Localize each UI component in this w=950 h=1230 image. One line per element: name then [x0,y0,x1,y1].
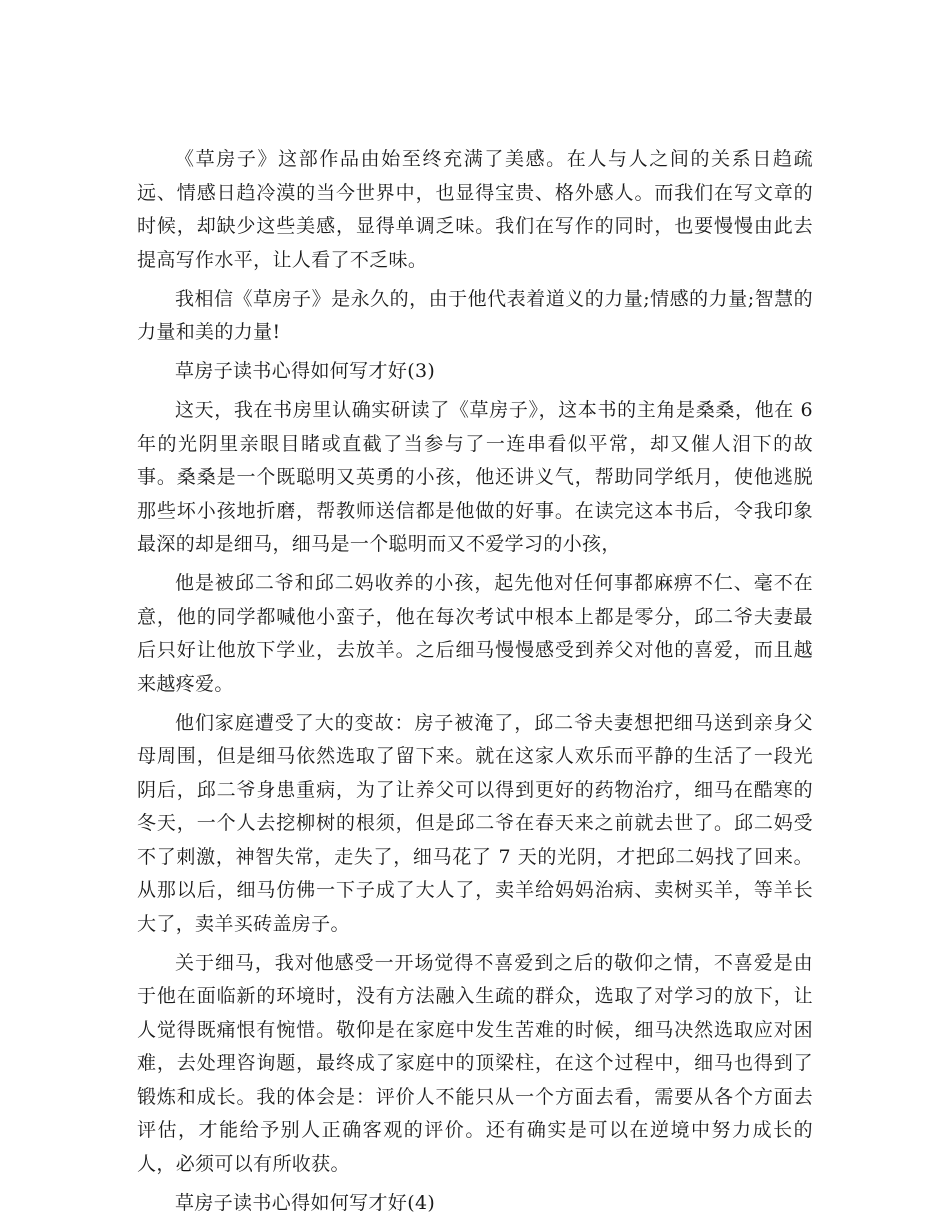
paragraph-1: 《草房子》这部作品由始至终充满了美感。在人与人之间的关系日趋疏远、情感日趋冷漠的当今世界中，也显得宝贵、格外感人。而我们在写文章的时候，却缺少这些美感，显得单调乏味。我们在写作的同时，也要慢慢由此去提高写作水平，让人看了不乏味。 [137,148,813,271]
paragraph-5: 他们家庭遭受了大的变故：房子被淹了，邱二爷夫妻想把细马送到亲身父母周围，但是细马依然选取了留下来。就在这家人欢乐而平静的生活了一段光阴后，邱二爷身患重病，为了让养父可以得到更好的药物治疗，细马在酷寒的冬天，一个人去挖柳树的根须，但是邱二爷在春天来之前就去世了。邱二妈受不了刺激，神智失常，走失了，细马花了 7 天的光阴，才把邱二妈找了回来。从那以后，细马仿佛一下子成了大人了，卖羊给妈妈治病、卖树买羊，等羊长大了，卖羊买砖盖房子。 [137,711,813,935]
paragraph-3: 这天，我在书房里认确实研读了《草房子》，这本书的主角是桑桑，他在 6 年的光阴里亲眼目睹或直截了当参与了一连串看似平常，却又催人泪下的故事。桑桑是一个既聪明又英勇的小孩，他还讲义气，帮助同学纸月，使他逃脱那些坏小孩地折磨，帮教师送信都是他做的好事。在读完这本书后，令我印象最深的却是细马，细马是一个聪明而又不爱学习的小孩， [137,399,813,555]
paragraph-2: 我相信《草房子》是永久的，由于他代表着道义的力量;情感的力量;智慧的力量和美的力量! [137,287,813,343]
section-heading-4: 草房子读书心得如何写才好(4) [175,1191,436,1214]
paragraph-6: 关于细马，我对他感受一开场觉得不喜爱到之后的敬仰之情，不喜爱是由于他在面临新的环境时，没有方法融入生疏的群众，选取了对学习的放下，让人觉得既痛恨有惋惜。敬仰是在家庭中发生苦难的时候，细马决然选取应对困难，去处理咨询题，最终成了家庭中的顶梁柱，在这个过程中，细马也得到了锻炼和成长。我的体会是：评价人不能只从一个方面去看，需要从各个方面去评估，才能给予别人正确客观的评价。还有确实是可以在逆境中努力成长的人，必须可以有所收获。 [137,951,813,1175]
document-body [137,143,813,1226]
paragraph-4: 他是被邱二爷和邱二妈收养的小孩，起先他对任何事都麻痹不仁、毫不在意，他的同学都喊他小蛮子，他在每次考试中根本上都是零分，邱二爷夫妻最后只好让他放下学业，去放羊。之后细马慢慢感受到养父对他的喜爱，而且越来越疼爱。 [137,572,813,695]
section-heading-3: 草房子读书心得如何写才好(3) [175,360,436,382]
